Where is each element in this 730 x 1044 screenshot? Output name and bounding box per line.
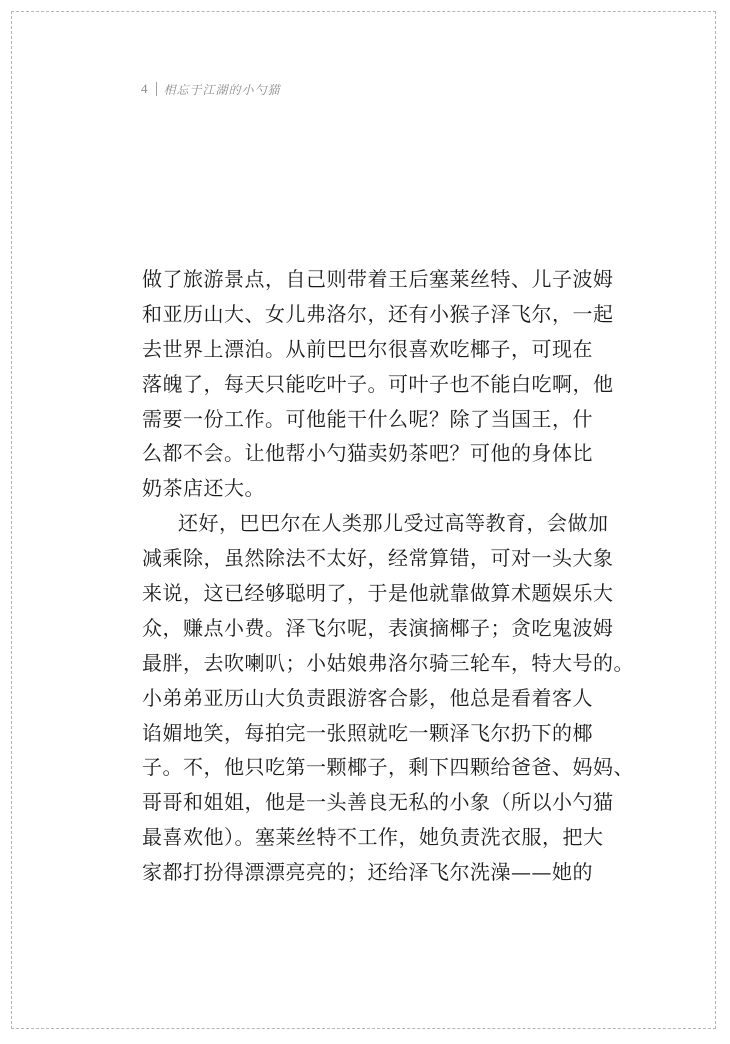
text-line: 落魄了，每天只能吃叶子。可叶子也不能白吃啊，他 [142,371,614,396]
text-line: 哥哥和姐姐，他是一头善良无私的小象（所以小勺猫 [142,790,614,815]
book-title: 相忘于江湖的小勺猫 [163,82,281,97]
text-line: 谄媚地笑，每拍完一张照就吃一颗泽飞尔扔下的椰 [142,720,593,745]
text-line: 去世界上漂泊。从前巴巴尔很喜欢吃椰子，可现在 [142,336,593,361]
running-header [141,79,281,99]
paragraph-2 [142,506,634,890]
text-line: 需要一份工作。可他能干什么呢？除了当国王，什 [142,406,593,431]
header-divider [156,82,157,96]
text-line: 么都不会。让他帮小勺猫卖奶茶吧？可他的身体比 [142,441,593,466]
text-line: 还好，巴巴尔在人类那儿受过高等教育，会做加 [178,511,609,536]
text-line: 众，赚点小费。泽飞尔呢，表演摘椰子；贪吃鬼波姆 [142,615,614,640]
text-line: 做了旅游景点，自己则带着王后塞莱丝特、儿子波姆 [142,267,614,291]
page-number: 4 [141,81,148,96]
text-line: 和亚历山大、女儿弗洛尔，还有小猴子泽飞尔，一起 [142,301,614,326]
text-line: 家都打扮得漂漂亮亮的；还给泽飞尔洗澡——她的 [142,860,593,885]
text-line: 来说，这已经够聪明了，于是他就靠做算术题娱乐大 [142,581,614,606]
paragraph-1 [142,262,614,506]
body-text [142,262,634,890]
text-line: 奶茶店还大。 [142,476,265,501]
text-line: 最胖，去吹喇叭；小姑娘弗洛尔骑三轮车，特大号的。 [142,650,634,675]
text-line: 最喜欢他）。塞莱丝特不工作，她负责洗衣服，把大 [142,825,604,850]
text-line: 小弟弟亚历山大负责跟游客合影，他总是看着客人 [142,685,593,710]
text-line: 减乘除，虽然除法不太好，经常算错，可对一头大象 [142,546,614,571]
text-line: 子。不，他只吃第一颗椰子，剩下四颗给爸爸、妈妈、 [142,755,634,780]
